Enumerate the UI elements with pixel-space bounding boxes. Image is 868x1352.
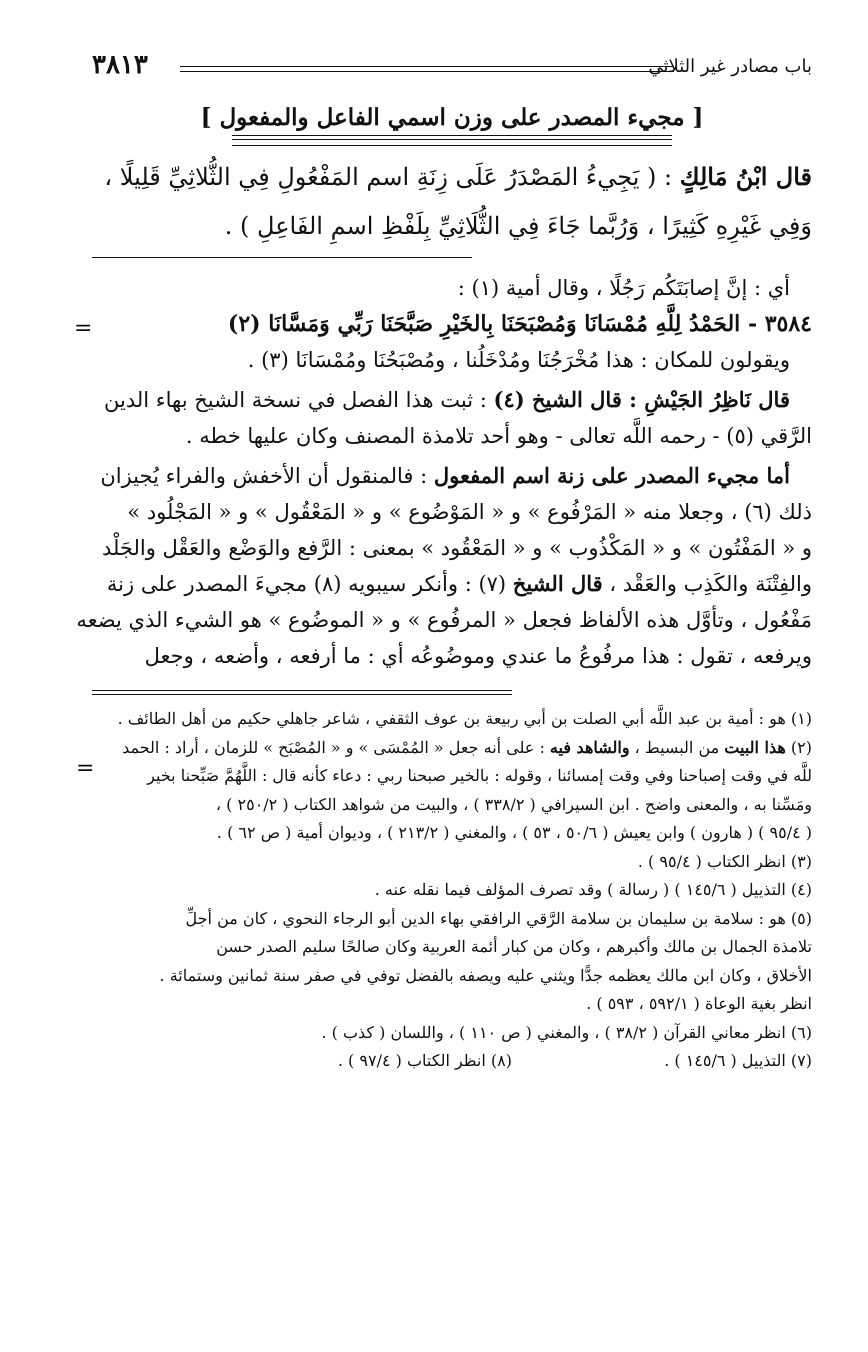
footnote-2-line-2: للَّه في وقت إصباحنا وفي وقت إمسائنا ، وقوله : بالخير صبحنا ربي : دعاء كأنه قال : اللَّهُمَّ صَبِّحنا بخير xyxy=(147,766,812,785)
amma-line-3: و « المَفْتُون » و « المَكْذُوب » و « المَعْقُود » بمعنى : الرَّفع والوَضْع والعَقْل والجَلْد xyxy=(101,536,812,560)
fn2-number: (٢) xyxy=(785,737,812,757)
footnote-1: (١) هو : أمية بن عبد اللَّه أبي الصلت بن أبي ربيعة بن عوف الثقفي ، شاعر جاهلي حكيم من أهل الطائف . xyxy=(117,709,812,728)
shahid-verse xyxy=(92,306,812,342)
footnote-4: (٤) التذييل ( ١٤٥/٦ ) ( رسالة ) وقد تصرف المؤلف فيما نقله عنه . xyxy=(374,880,812,899)
nazir-line-1 xyxy=(92,382,790,418)
sheikh-label: قال الشيخ xyxy=(512,571,603,596)
header-rule xyxy=(180,66,674,72)
footnote-5-line-1: (٥) هو : سلامة بن سليمان بن سلامة الرَّقي الرافقي بهاء الدين أبو الرجاء النحوي ، كان من أجلِّ xyxy=(185,908,812,928)
footnote-5-line-3: الأخلاق ، وكان ابن مالك يعظمه جدًّا ويثني عليه ويصفه بالفضل توفي في صفر سنة ثمانين وستمائة . xyxy=(159,965,812,985)
amma-line-1 xyxy=(92,458,790,494)
section-title-rule xyxy=(232,135,672,146)
commentary-p1: أي : إنَّ إصابَتَكُم رَجُلًا ، وقال أمية (١) : xyxy=(457,276,790,300)
page-number: ٣٨١٣ xyxy=(92,50,148,80)
ibn-malik-line-2: وَفِي غَيْرِهِ كَثِيرًا ، وَرُبَّما جَاءَ فِي الثُّلَاثِيِّ بِلَفْظِ اسمِ الفَاعِلِ ) . xyxy=(224,212,812,240)
commentary-p2: ويقولون للمكان : هذا مُخْرَجُنَا ومُدْخَلُنا ، ومُصْبَحُنَا ومُمْسَانَا (٣) . xyxy=(247,348,790,372)
commentary-rule xyxy=(92,257,472,258)
amma-line-2: ذلك (٦) ، وجعلا منه « المَرْفُوع » و « المَوْضُوع » و « المَعْقُول » و « المَجْلُود » xyxy=(127,500,812,524)
footnote-2-line-3: ومَسِّنا به ، والمعنى واضح . ابن السيرافي ( ٣٣٨/٢ ) ، والبيت من شواهد الكتاب ( ٢٥٠/٢ ) ، xyxy=(215,794,812,814)
continuation-mark-start: = xyxy=(74,316,93,341)
commentary-body xyxy=(76,270,812,674)
fn2-text-2: : على أنه جعل « المُمْسَى » و « المُصْبَح » للزمان ، أراد : الحمد xyxy=(122,737,550,757)
fn2-bold-2: والشاهد فيه xyxy=(549,737,630,757)
nazir-label: قال نَاظِرُ الجَيْشِ : قال الشيخ (٤) xyxy=(493,387,790,412)
amma-line-6: ويرفعه ، تقول : هذا مرفُوعُ ما عندي وموضُوعُه أي : ما أرفعه ، وأضعه ، وجعل xyxy=(144,644,812,668)
nazir-line-1-text: : ثبت هذا الفصل في نسخة الشيخ بهاء الدين xyxy=(103,388,494,412)
nazir-line-2: الرَّقي (٥) - رحمه اللَّه تعالى - وهو أحد تلامذة المصنف وكان عليها خطه . xyxy=(185,424,812,448)
amma-label: أما مجيء المصدر على زنة اسم المفعول xyxy=(433,463,790,488)
ibn-malik-label: قال ابْنُ مَالِكٍ xyxy=(679,162,812,191)
amma-line-4-start: والفِتْنَة والكَذِب والعَقْد ، xyxy=(602,572,812,596)
fn2-text-1: من البسيط ، xyxy=(629,737,725,757)
footnote-7-8 xyxy=(92,1047,812,1076)
footnote-5-line-2: تلامذة الجمال بن مالك وأكبرهم ، وكان من كبار أئمة العربية وكان صالحًا سليم الصدر حسن xyxy=(216,937,812,956)
ibn-malik-line-1 xyxy=(92,152,812,202)
ibn-malik-line-1-text: : ( يَجِيءُ المَصْدَرُ عَلَى زِنَةِ اسم المَفْعُولِ فِي الثُّلاثِيِّ قَلِيلًا ، xyxy=(104,163,680,191)
verse-text: الحَمْدُ لِلَّهِ مُمْسَانَا وَمُصْبَحَنَا بِالخَيْرِ صَبَّحَنَا رَبِّي وَمَسَّانَا (٢) xyxy=(227,311,741,337)
footnote-6: (٦) انظر معاني القرآن ( ٣٨/٢ ) ، والمغني ( ص ١١٠ ) ، واللسان ( كذب ) . xyxy=(321,1022,812,1042)
amma-line-5: مَفْعُول ، وتأوَّل هذه الألفاظ فجعل « المرفُوع » و « الموضُوع » هو الشيء الذي يضعه xyxy=(76,608,812,632)
continuation-mark-end: = xyxy=(76,756,95,781)
chapter-title: باب مصادر غير الثلاثي xyxy=(648,56,812,77)
section-title: [ مجيء المصدر على وزن اسمي الفاعل والمفعول ] xyxy=(200,104,704,131)
running-header xyxy=(92,50,812,84)
footnote-7: (٧) التذييل ( ١٤٥/٦ ) . xyxy=(664,1051,812,1070)
ibn-malik-text xyxy=(92,152,812,251)
footnote-8: (٨) انظر الكتاب ( ٩٧/٤ ) . xyxy=(337,1051,512,1070)
amma-line-4-end: (٧) : وأنكر سيبويه (٨) مجيءَ المصدر على زنة xyxy=(106,572,513,596)
footnote-3: (٣) انظر الكتاب ( ٩٥/٤ ) . xyxy=(637,851,812,871)
book-page xyxy=(76,50,812,1076)
verse-number: ٣٥٨٤ - xyxy=(747,311,812,337)
footnote-2-line-1 xyxy=(92,734,812,763)
amma-line-4 xyxy=(92,566,812,602)
footnote-2-line-4: ( ٩٥/٤ ) ( هارون ) وابن يعيش ( ٥٠/٦ ، ٥٣ ) ، والمغني ( ٢١٣/٢ ) ، وديوان أمية ( ص ٦٢ ) . xyxy=(216,823,812,842)
footnotes xyxy=(92,705,812,1076)
footnote-5-line-4: انظر بغية الوعاة ( ٥٩٢/١ ، ٥٩٣ ) . xyxy=(586,994,812,1013)
amma-line-1-text: : فالمنقول أن الأخفش والفراء يُجيزان xyxy=(100,464,434,488)
footnote-rule xyxy=(92,690,512,695)
fn2-bold-1: هذا البيت xyxy=(724,737,786,757)
